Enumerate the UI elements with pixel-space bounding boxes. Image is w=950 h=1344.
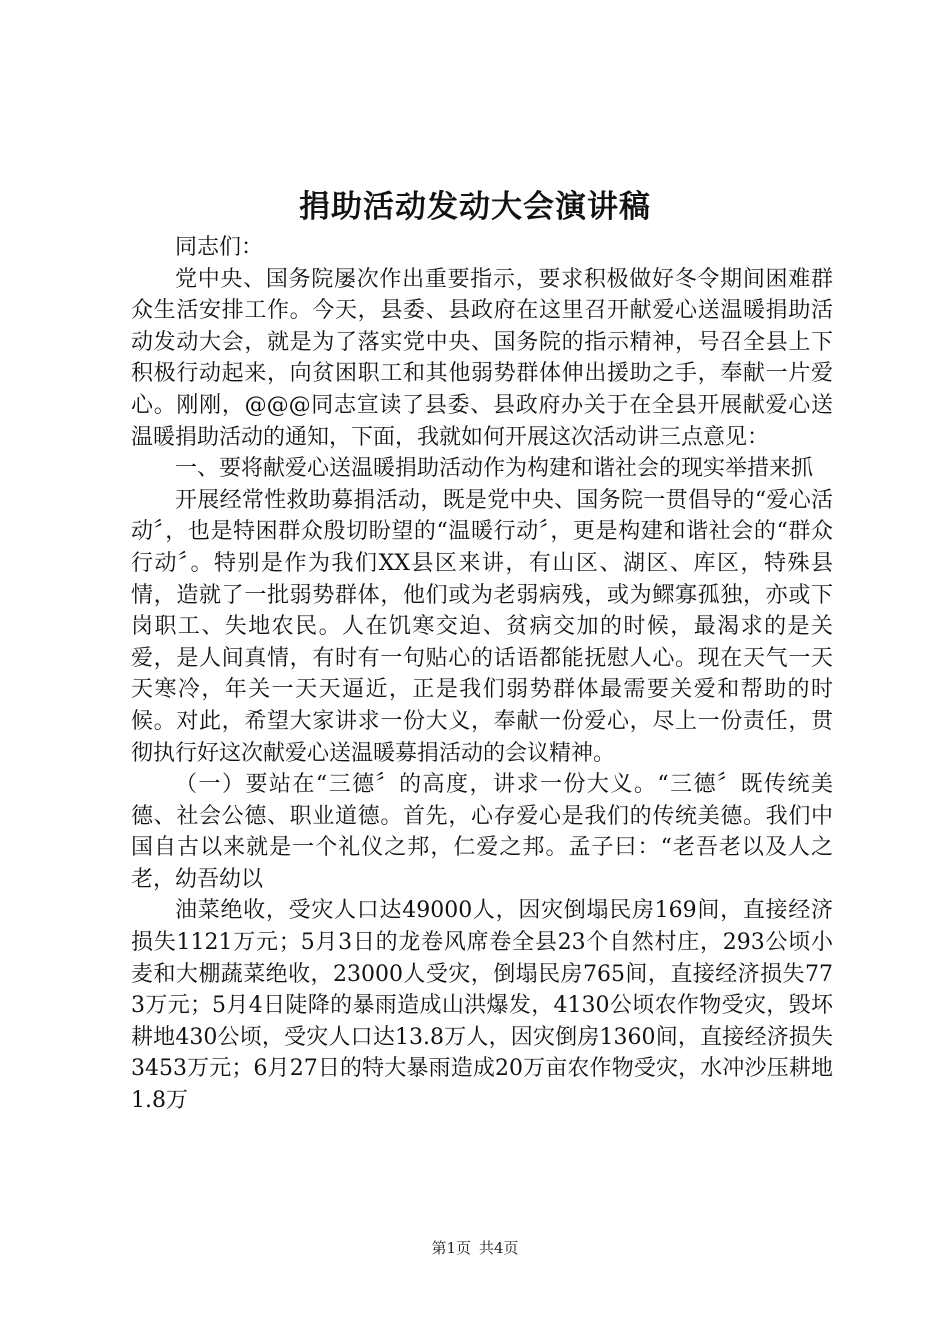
salutation-paragraph: 同志们： (175, 235, 264, 260)
page-total: 共4页 (479, 1239, 519, 1257)
subsection-paragraph: （一）要站在“三德〞的高度，讲求一份大义。“三德〞既传统美德、社会公德、职业道德。首先，心存爱心是我们的传统美德。我们中国自古以来就是一个礼仪之邦，仁爱之邦。孟子曰：“老吾老以及人之老，幼吾幼以 (131, 772, 833, 892)
body-paragraph: 开展经常性救助募捐活动，既是党中央、国务院一贯倡导的“爱心活动〞，也是特困群众殷切盼望的“温暖行动〞，更是构建和谐社会的“群众行动〞。特别是作为我们XX县区来讲，有山区、湖区、库区，特殊县情，造就了一批弱势群体，他们或为老弱病残，或为鳏寡孤独，亦或下岗职工、失地农民。人在饥寒交迫、贫病交加的时候，最渴求的是关爱，是人间真情，有时有一句贴心的话语都能抚慰人心。现在天气一天天寒冷，年关一天天逼近，正是我们弱势群体最需要关爱和帮助的时候。对此，希望大家讲求一份大义，奉献一份爱心，尽上一份责任，贯彻执行好这次献爱心送温暖募捐活动的会议精神。 (131, 487, 833, 766)
page-footer (0, 1238, 950, 1258)
page-number: 第1页 (431, 1239, 471, 1257)
body-paragraph: 油菜绝收，受灾人口达49000人，因灾倒塌民房169间，直接经济损失1121万元；5月3日的龙卷风席卷全县23个自然村庄，293公顷小麦和大棚蔬菜绝收，23000人受灾，倒塌民房765间，直接经济损失773万元；5月4日陡降的暴雨造成山洪爆发，4130公顷农作物受灾，毁坏耕地430公顷，受灾人口达13.8万人，因灾倒房1360间，直接经济损失3453万元；6月27日的特大暴雨造成20万亩农作物受灾，水冲沙压耕地1.8万 (131, 898, 833, 1114)
document-body (131, 232, 833, 1117)
section-heading: 一、要将献爱心送温暖捐助活动作为构建和谐社会的现实举措来抓 (175, 456, 814, 482)
body-paragraph: 党中央、国务院屡次作出重要指示，要求积极做好冬令期间困难群众生活安排工作。今天，县委、县政府在这里召开献爱心送温暖捐助活动发动大会，就是为了落实党中央、国务院的指示精神，号召全县上下积极行动起来，向贫困职工和其他弱势群体伸出援助之手，奉献一片爱心。刚刚，@@@同志宣读了县委、县政府办关于在全县开展献爱心送温暖捐助活动的通知，下面，我就如何开展这次活动讲三点意见： (131, 266, 833, 450)
document-title: 捐助活动发动大会演讲稿 (299, 189, 651, 225)
